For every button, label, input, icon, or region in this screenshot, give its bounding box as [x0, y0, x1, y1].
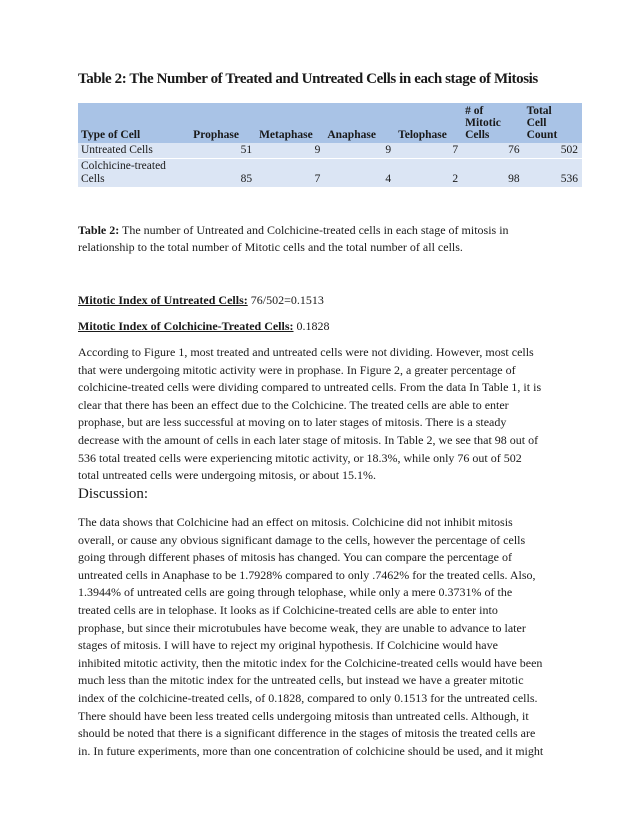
table-cell: 7 — [395, 143, 462, 159]
discussion-paragraph — [78, 514, 548, 760]
mitotic-index-label: Mitotic Index of Colchicine-Treated Cells: — [78, 319, 294, 333]
caption-text-line: relationship to the total number of Mitotic cells and the total number of all cells. — [78, 240, 463, 254]
table-row — [78, 143, 582, 159]
header-cell: Metaphase — [256, 103, 324, 143]
table-cell: 51 — [190, 143, 256, 159]
header-cell: Type of Cell — [78, 103, 190, 143]
table-caption — [78, 222, 588, 256]
paragraph-line: index of the colchicine-treated cells, of 0.1828, compared to only 0.1513 for the untreated cells. — [78, 690, 538, 705]
paragraph-line: stages of mitosis. I will have to reject my original hypothesis. If Colchicine would have — [78, 638, 498, 653]
table-cell: 502 — [524, 143, 582, 159]
paragraph-line: The data shows that Colchicine had an effect on mitosis. Colchicine did not inhibit mitosis — [78, 515, 513, 529]
table-cell: Colchicine-treated Cells — [78, 159, 190, 188]
caption-text-line: The number of Untreated and Colchicine-treated cells in each stage of mitosis in — [119, 223, 509, 237]
results-paragraph — [78, 344, 548, 485]
paragraph-line: going through different phases of mitosis has changed. You can compare the percentage of — [78, 550, 512, 565]
table-cell: 98 — [462, 159, 523, 188]
paragraph-line: 1.3944% of untreated cells are going through telophase, while only a mere 0.3731% of the — [78, 585, 513, 600]
paragraph-line: clear that there has been an effect due to the Colchicine. The treated cells are able to enter — [78, 397, 509, 412]
paragraph-line: prophase, but are less successful at moving on to later stages of mitosis. There is a steady — [78, 415, 507, 430]
table-row — [78, 159, 582, 188]
table-header-row — [78, 103, 582, 143]
mitotic-index-value: 76/502=0.1513 — [247, 293, 324, 307]
cell-count-table — [78, 103, 582, 187]
header-cell: Anaphase — [324, 103, 395, 143]
paragraph-line: in. In future experiments, more than one concentration of colchicine should be used, and it might — [78, 743, 544, 758]
header-cell: # of Mitotic Cells — [462, 103, 523, 143]
mitotic-index-label: Mitotic Index of Untreated Cells: — [78, 293, 248, 307]
paragraph-line: overall, or cause any obvious significant damage to the cells, however the percentage of cells — [78, 532, 526, 547]
discussion-heading: Discussion: — [78, 486, 149, 502]
paragraph-line: total untreated cells were undergoing mitosis, or about 15.1%. — [78, 468, 377, 483]
header-cell: Prophase — [190, 103, 256, 143]
table-title: Table 2: The Number of Treated and Untreated Cells in each stage of Mitosis — [78, 71, 538, 87]
mitotic-index-value: 0.1828 — [293, 319, 330, 333]
header-cell: Total Cell Count — [524, 103, 582, 143]
paragraph-line: much less than the mitotic index for the untreated cells, but instead we have a greater mitotic — [78, 673, 524, 688]
table-cell: 7 — [256, 159, 324, 188]
caption-label: Table 2: — [78, 223, 120, 237]
table-cell: 85 — [190, 159, 256, 188]
paragraph-line: 536 total treated cells were experiencing mitotic activity, or 18.3%, while only 76 out of 502 — [78, 450, 522, 465]
table-cell: 2 — [395, 159, 462, 188]
mitotic-index-treated — [78, 319, 330, 333]
table-cell: Untreated Cells — [78, 143, 190, 159]
paragraph-line: decrease with the amount of cells in each later stage of mitosis. In Table 2, we see that 98 out of — [78, 432, 539, 447]
paragraph-line: treated cells are in telophase. It looks as if Colchicine-treated cells are able to enter into — [78, 602, 498, 617]
header-cell: Telophase — [395, 103, 462, 143]
table-cell: 4 — [324, 159, 395, 188]
table-cell: 9 — [324, 143, 395, 159]
paragraph-line: There should have been less treated cells undergoing mitosis than untreated cells. Although, it — [78, 708, 529, 723]
paragraph-line: untreated cells in Anaphase to be 1.7928% compared to only .7462% for the treated cells. Also, — [78, 567, 536, 582]
paragraph-line: According to Figure 1, most treated and untreated cells were not dividing. However, most cells — [78, 345, 534, 359]
paragraph-line: should be noted that there is a significant difference in the stages of mitosis the treated cells are — [78, 726, 536, 741]
paragraph-line: colchicine-treated cells were dividing compared to untreated cells. From the data In Table 1, it is — [78, 380, 542, 395]
table-cell: 536 — [524, 159, 582, 188]
paragraph-line: that were undergoing mitotic activity were in prophase. In Figure 2, a greater percentage of — [78, 362, 516, 377]
table-cell: 76 — [462, 143, 523, 159]
paragraph-line: inhibited mitotic activity, then the mitotic index for the Colchicine-treated cells would have been — [78, 655, 543, 670]
table-cell: 9 — [256, 143, 324, 159]
mitotic-index-untreated — [78, 293, 324, 307]
paragraph-line: prophase, but since their microtubules have become weak, they are unable to advance to later — [78, 620, 526, 635]
